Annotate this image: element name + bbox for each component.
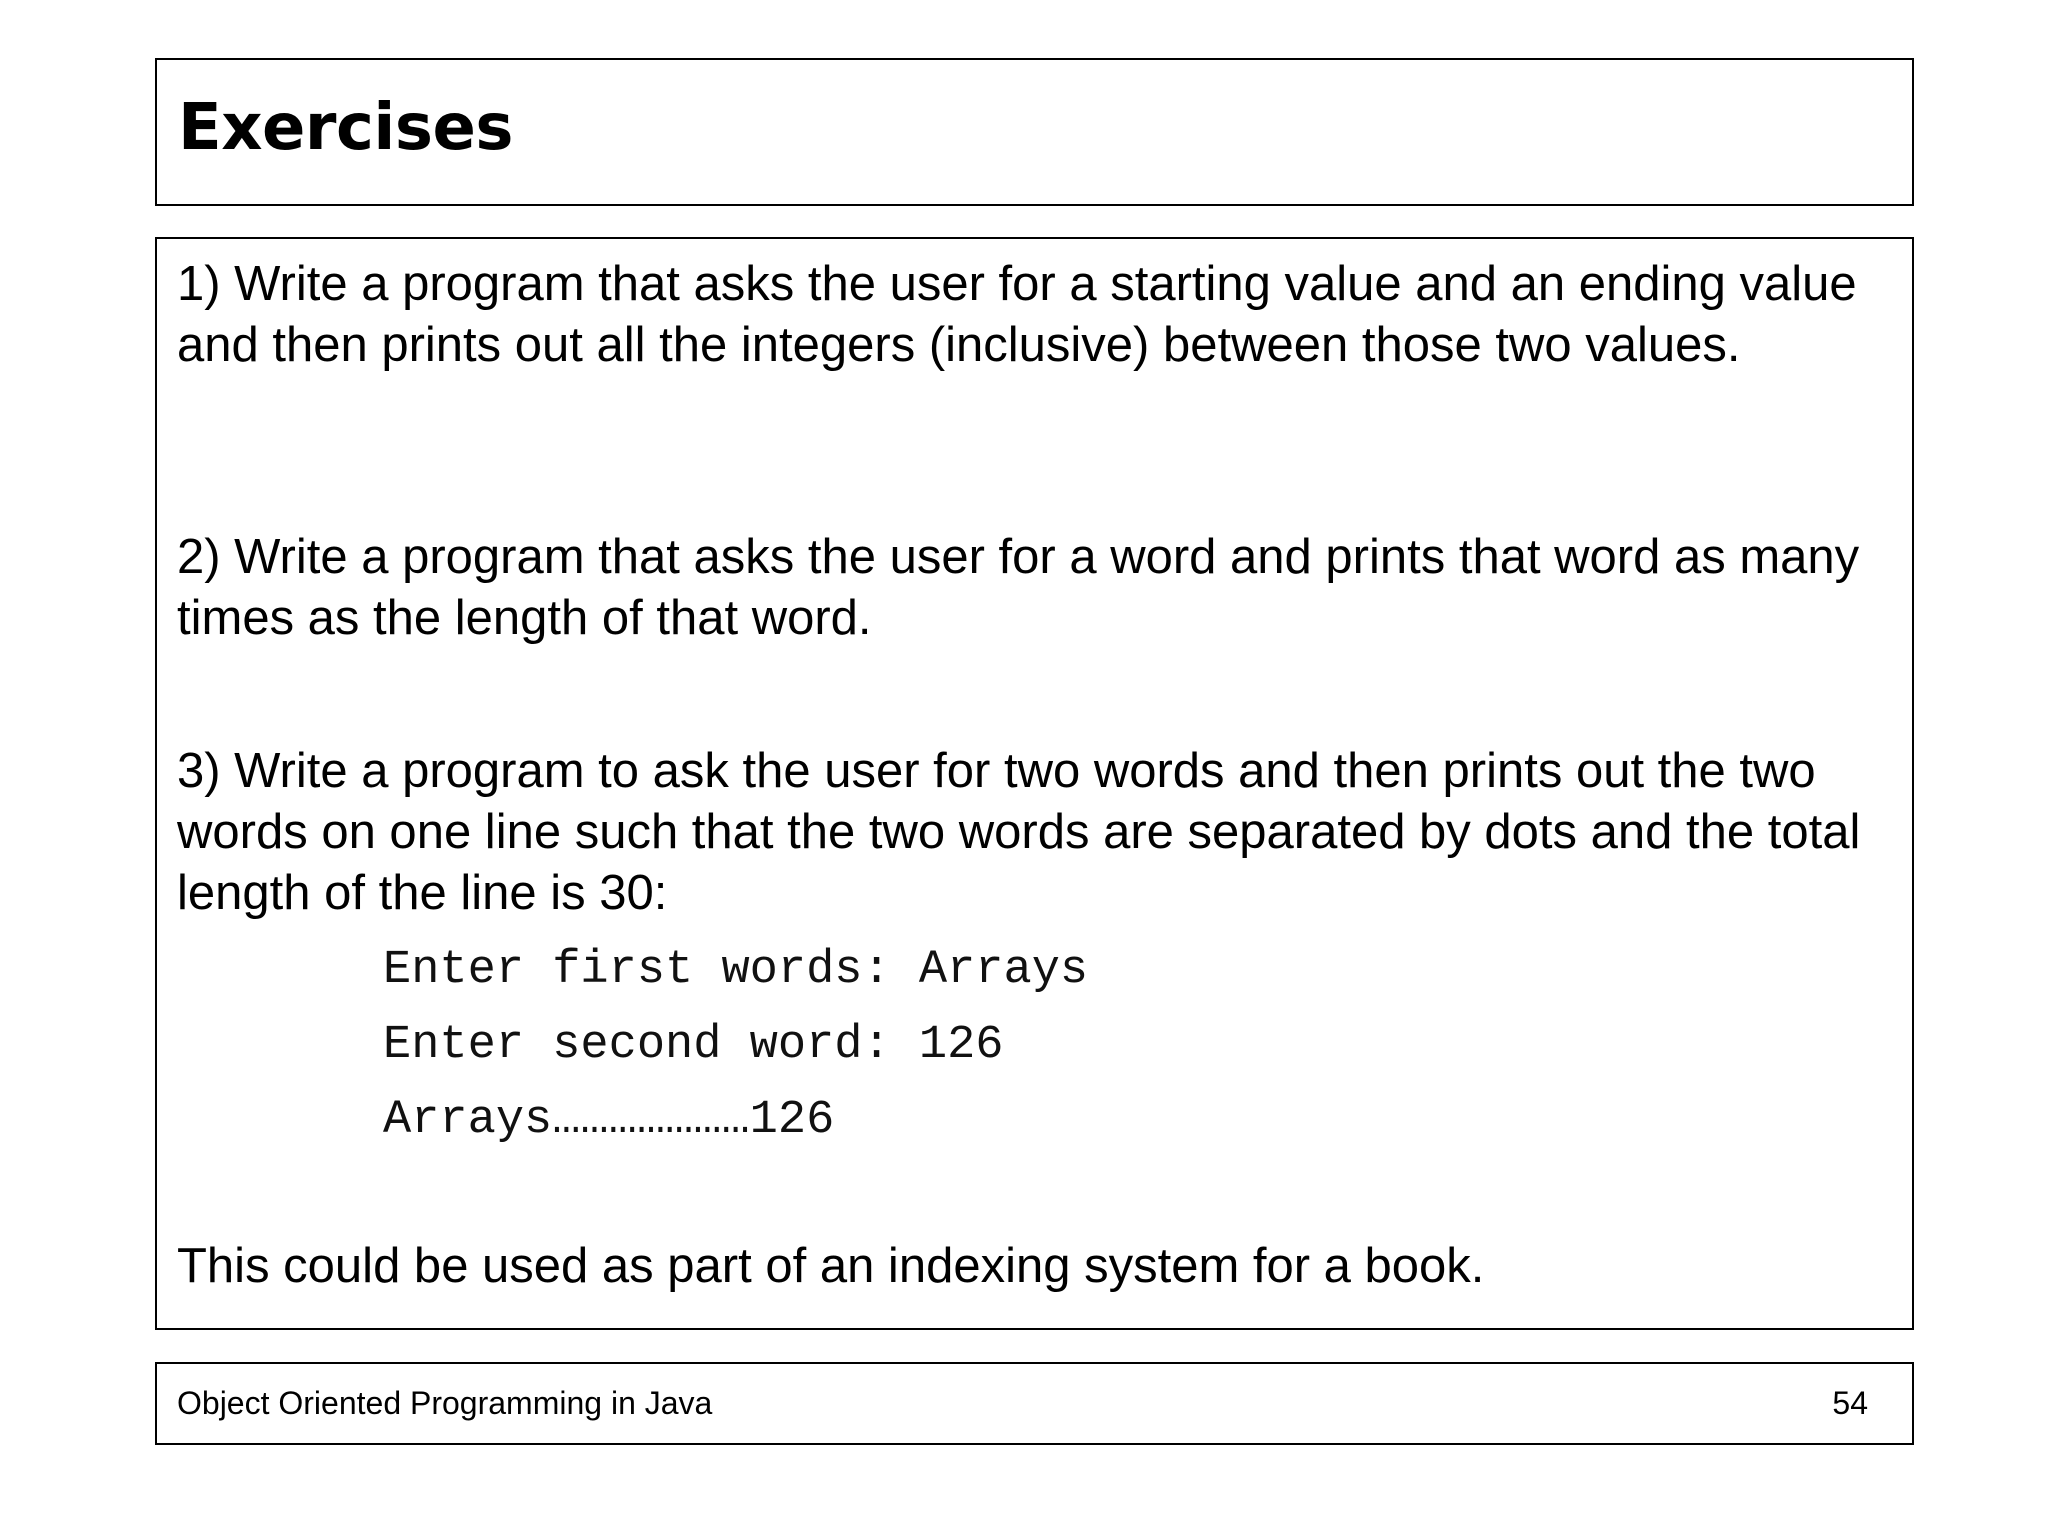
title-box: [155, 58, 1914, 206]
exercise-3-text: 3) Write a program to ask the user for two words and then prints out the two words on one line such that the two words are separated by dots and the total length of the line is 30:: [177, 744, 1861, 920]
slide-title: Exercises: [178, 91, 513, 165]
footer-course-title: Object Oriented Programming in Java: [177, 1385, 713, 1421]
content-box: [155, 237, 1914, 1330]
exercise-2-text: 2) Write a program that asks the user for a word and prints that word as many times as the length of that word.: [177, 530, 1860, 645]
footer-page-number: 54: [1832, 1385, 1868, 1421]
example-output-line-3: Arrays…………………126: [383, 1094, 835, 1147]
closing-note: This could be used as part of an indexing system for a book.: [177, 1239, 1485, 1293]
example-output-line-2: Enter second word: 126: [383, 1019, 1004, 1072]
exercise-1-text: 1) Write a program that asks the user for a starting value and an ending value and then prints out all the integers (inclusive) between those two values.: [177, 257, 1857, 372]
example-output-line-1: Enter first words: Arrays: [383, 944, 1089, 997]
footer-box: [155, 1362, 1914, 1445]
